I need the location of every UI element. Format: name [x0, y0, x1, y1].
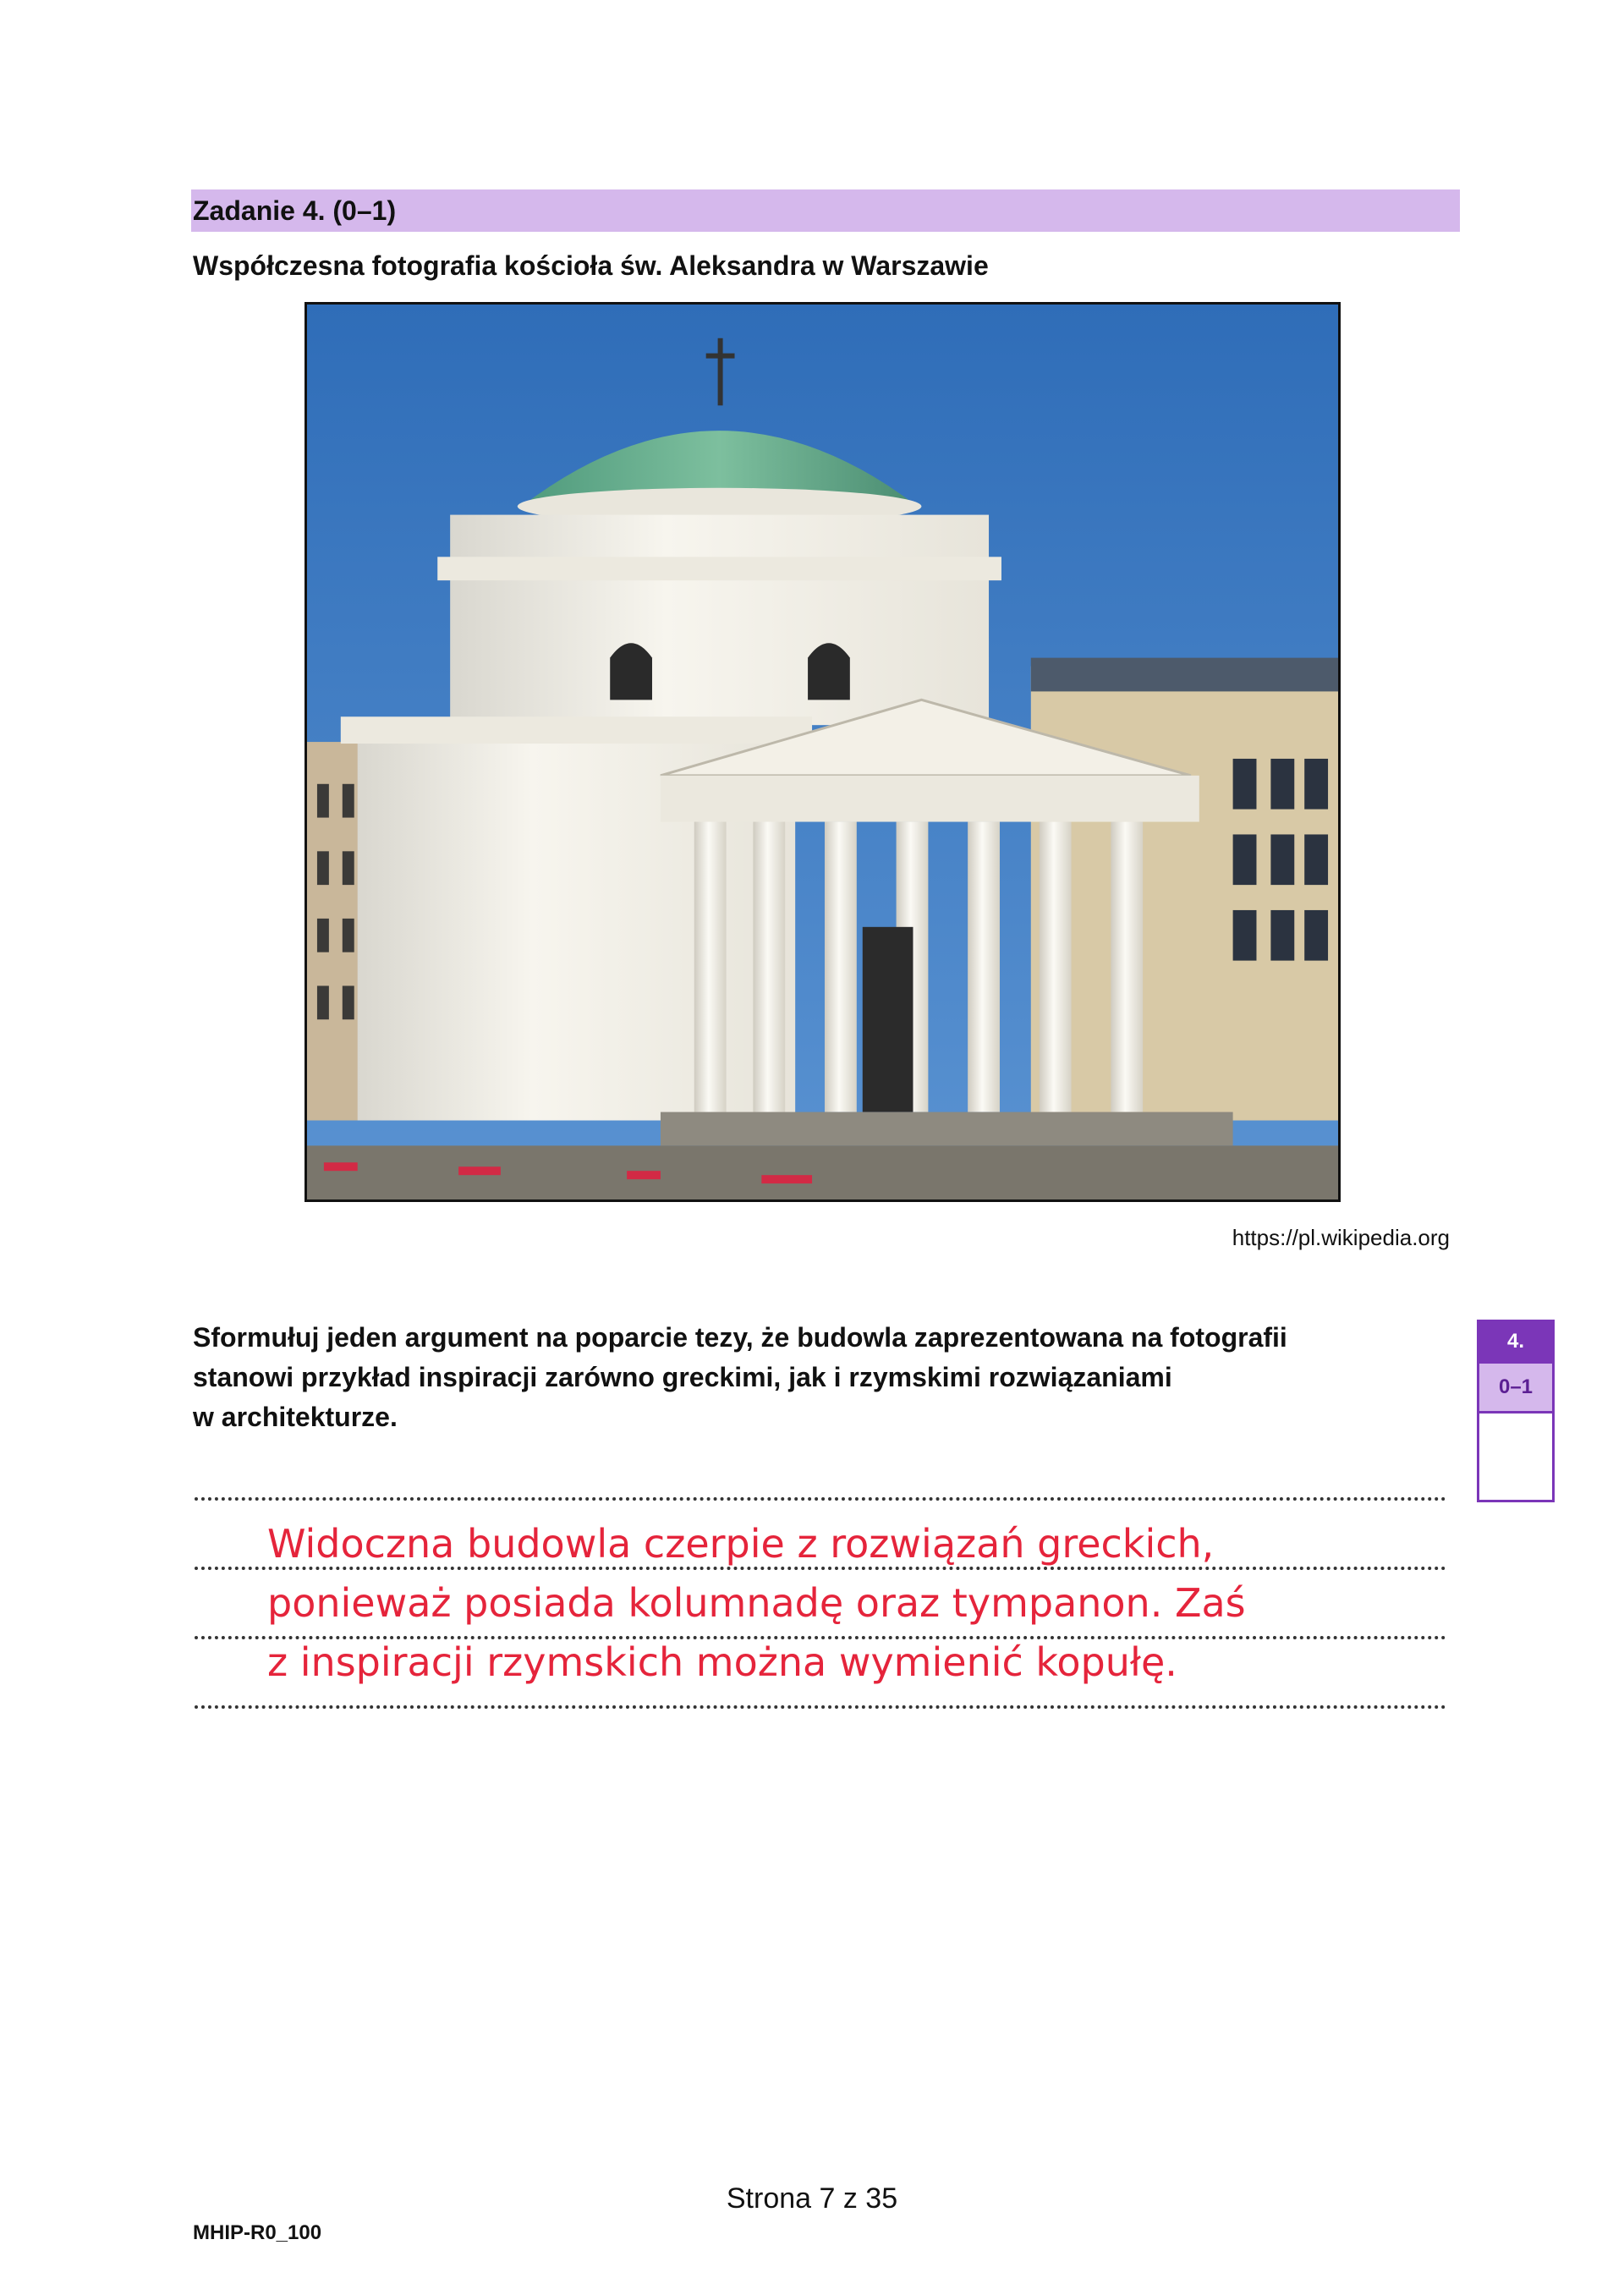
handwritten-answer	[267, 1514, 1246, 1692]
page-number: Strona 7 z 35	[726, 2182, 898, 2215]
exam-code: MHIP-R0_100	[193, 2221, 322, 2244]
answer-text-line: z inspiracji rzymskich można wymienić kopułę.	[267, 1639, 1177, 1685]
score-range: 0–1	[1479, 1361, 1552, 1413]
question-line: Sformułuj jeden argument na poparcie tezy, że budowla zaprezentowana na fotografii	[193, 1322, 1287, 1353]
task-header	[191, 189, 1460, 232]
answer-line	[195, 1705, 1446, 1709]
score-box	[1477, 1320, 1555, 1502]
answer-text-line: Widoczna budowla czerpie z rozwiązań greckich,	[267, 1521, 1215, 1567]
task-number: 4.	[1479, 1322, 1552, 1361]
photo-source: https://pl.wikipedia.org	[1232, 1225, 1450, 1250]
photo-caption: Współczesna fotografia kościoła św. Aleksandra w Warszawie	[193, 250, 989, 281]
church-photo	[304, 302, 1341, 1202]
question-line: w architekturze.	[193, 1402, 398, 1432]
question-text	[193, 1318, 1462, 1437]
task-title: Zadanie 4. (0–1)	[193, 195, 397, 226]
answer-text-line: ponieważ posiada kolumnadę oraz tympanon. Zaś	[267, 1580, 1246, 1626]
answer-line	[195, 1497, 1446, 1501]
question-line: stanowi przykład inspiracji zarówno greckimi, jak i rzymskimi rozwiązaniami	[193, 1362, 1172, 1392]
